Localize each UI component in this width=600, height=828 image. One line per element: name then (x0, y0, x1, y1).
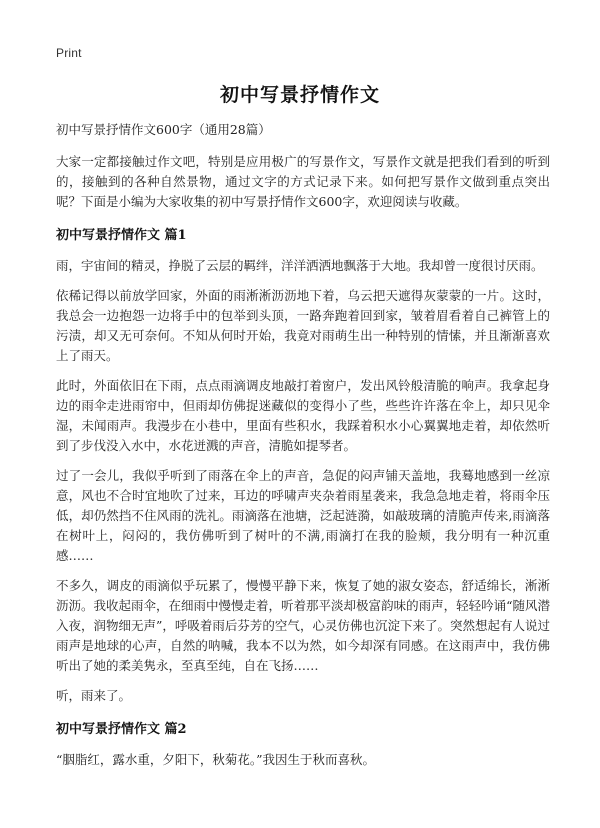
paragraph: 雨，宇宙间的精灵，挣脱了云层的羁绊，洋洋洒洒地飘落于大地。我却曾一度很讨厌雨。 (56, 258, 544, 273)
print-label: Print (56, 46, 82, 60)
paragraph: “胭脂红，露水重，夕阳下，秋菊花。”我因生于秋而喜秋。 (56, 752, 376, 767)
page-title: 初中写景抒情作文 (219, 84, 380, 106)
paragraph: 不多久，调皮的雨滴似乎玩累了，慢慢平静下来，恢复了她的淑女姿态，舒适绵长，淅淅沥沥。我收起雨伞，在细雨中慢慢走着，听着那平淡却极富韵味的雨声，轻轻吟诵“随风潜入夜，润物细无声”，呼吸着雨后芬芳的空气，心灵仿佛也沉淀下来了。突然想起有人说过雨声是地球的心声，自然的呐喊，我本不以为然，如今却深有同感。在这雨声中，我仿佛听出了她的柔美隽永，至真至纯，自在飞扬…… (56, 578, 550, 673)
document-body (56, 120, 550, 780)
paragraph: 过了一会儿，我似乎听到了雨落在伞上的声音，急促的闷声铺天盖地，我蓦地感到一丝凉意，风也不合时宜地吹了过来，耳边的呼啸声夹杂着雨星袭来，我急急地走着，将雨伞压低，却仍然挡不住风雨的洗礼。雨滴落在池塘，泛起涟漪，如敲玻璃的清脆声传来,雨滴落在树叶上，闷闷的，我仿佛听到了树叶的不满,雨滴打在我的脸颊，我分明有一种沉重感…… (56, 468, 550, 563)
paragraph: 此时，外面依旧在下雨，点点雨滴调皮地敲打着窗户，发出风铃般清脆的响声。我拿起身边的雨伞走进雨帘中，但雨却仿佛捉迷藏似的变得小了些，些些许许落在伞上，却只见伞湿，未闻雨声。我漫步在小巷中，里面有些积水，我踩着积水小心翼翼地走着，却依然听到了步伐没入水中，水花迸溅的声音，清脆如提琴者。 (56, 378, 550, 453)
document-subtitle: 初中写景抒情作文600字（通用28篇） (56, 122, 271, 137)
intro-paragraph: 大家一定都接触过作文吧，特别是应用极广的写景作文，写景作文就是把我们看到的听到的，接触到的各种自然景物，通过文字的方式记录下来。如何把写景作文做到重点突出呢？下面是小编为大家收集的初中写景抒情作文600字，欢迎阅读与收藏。 (56, 154, 550, 209)
paragraph: 依稀记得以前放学回家，外面的雨淅淅沥沥地下着，乌云把天遮得灰蒙蒙的一片。这时，我总会一边抱怨一边将手中的包举到头顶，一路奔跑着回到家，皱着眉看着自己裤管上的污渍，却又无可奈何。不知从何时开始，我竟对雨萌生出一种特别的情愫，并且渐渐喜欢上了雨天。 (56, 288, 550, 363)
paragraph: 听，雨来了。 (56, 688, 132, 703)
section-heading-2: 初中写景抒情作文 篇2 (56, 722, 187, 737)
section-heading-1: 初中写景抒情作文 篇1 (56, 228, 187, 243)
